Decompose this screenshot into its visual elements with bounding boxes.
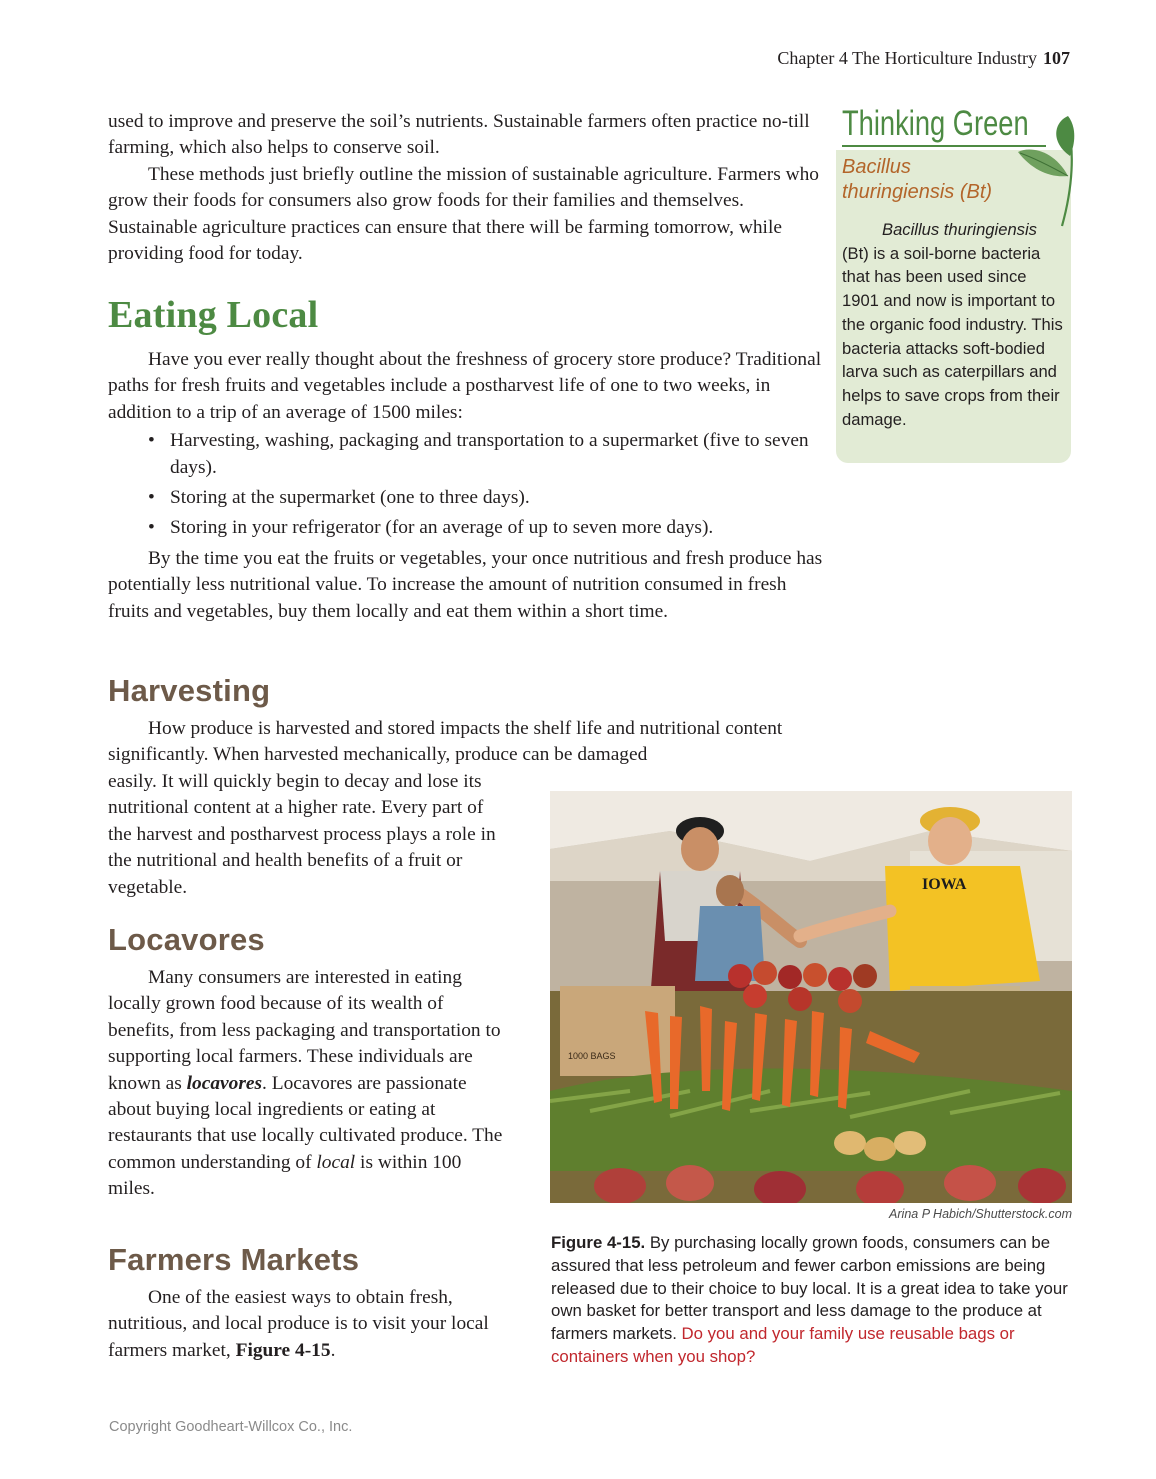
heading-eating-local: Eating Local: [108, 294, 319, 336]
intro-section: [108, 109, 824, 267]
sidebar-body: [842, 218, 1064, 431]
figure-question: Do you and your family use reusable bags or containers when you shop?: [551, 1324, 1015, 1366]
sidebar-lead-term: Bacillus thuringiensis: [882, 220, 1037, 239]
harvesting-section: [108, 716, 824, 769]
local-word: local: [316, 1151, 356, 1173]
locavores-text-3: is within 100 miles.: [108, 1151, 462, 1200]
list-item: • Storing at the supermarket (one to three days).: [108, 485, 824, 511]
eating-local-paragraph-2: By the time you eat the fruits or vegetables, your once nutritious and fresh produce has potentially less nutritional value. To increase the amount of nutrition consumed in fresh fruits and vegetables, buy them locally and eat them within a short time.: [108, 547, 823, 622]
heading-harvesting: Harvesting: [108, 673, 271, 708]
photo-credit: Arina P Habich/Shutterstock.com: [889, 1207, 1072, 1221]
sidebar-subtitle-line-1: Bacillus: [842, 156, 911, 178]
sidebar-subtitle-line-2: thuringiensis (Bt): [842, 181, 993, 203]
eating-local-paragraph-1: Have you ever really thought about the freshness of grocery store produce? Traditional paths for fresh fruits and vegetables include a postharvest life of one to two weeks, in addition to a trip of an average of 1500 miles:: [108, 349, 822, 423]
page-number: 107: [1043, 48, 1070, 68]
farmers-markets-end: .: [330, 1339, 336, 1361]
figure-caption: [551, 1232, 1075, 1369]
locavores-section: [108, 965, 508, 1203]
harvesting-section-narrow: [108, 769, 500, 901]
sidebar-subtitle: [842, 155, 992, 205]
locavores-text-1: Many consumers are interested in eating locally grown food because of its wealth of benefits, from less packaging and transportation to supporting local farmers. These individuals are known as: [108, 967, 501, 1094]
postharvest-list: [108, 428, 824, 542]
sidebar-body-text: (Bt) is a soil-borne bacteria that has been used since 1901 and now is important to the organic food industry. This bacteria attacks soft-bodied larva such as caterpillars and helps to save crops from their damage.: [842, 243, 1063, 429]
list-item: • Harvesting, washing, packaging and transportation to a supermarket (five to seven days).: [108, 428, 824, 481]
farmers-markets-text: One of the easiest ways to obtain fresh, nutritious, and local produce is to visit your local farmers market,: [108, 1287, 489, 1361]
heading-locavores: Locavores: [108, 922, 265, 957]
locavores-text-2: . Locavores are passionate about buying local ingredients or eating at restaurants that use locally cultivated produce. The common understanding of: [108, 1072, 503, 1173]
figure-caption-text: By purchasing locally grown foods, consumers can be assured that less petroleum and fewer carbon emissions are being released due to their choice to buy local. It is a great idea to take your own basket for better transport and less damage to the produce at farmers markets.: [551, 1233, 1068, 1344]
heading-farmers-markets: Farmers Markets: [108, 1242, 360, 1277]
farmers-markets-section: [108, 1285, 512, 1364]
eating-local-section: [108, 347, 824, 625]
leaf-icon: [1010, 110, 1080, 230]
list-item: • Storing in your refrigerator (for an average of up to seven more days).: [108, 515, 824, 541]
locavores-paragraph: [108, 965, 508, 1203]
farmers-markets-paragraph: [108, 1285, 512, 1364]
running-head: [777, 48, 1070, 69]
figure-label: Figure 4-15.: [551, 1233, 646, 1252]
harvesting-paragraph-wide: How produce is harvested and stored impacts the shelf life and nutritional content significantly. When harvested mechanically, produce can be damaged: [108, 718, 783, 766]
copyright-notice: Copyright Goodheart-Willcox Co., Inc.: [109, 1419, 353, 1435]
chapter-title: Chapter 4 The Horticulture Industry: [777, 48, 1037, 68]
figure-reference: Figure 4-15: [235, 1339, 331, 1361]
farmers-market-photo: [550, 791, 1072, 1203]
shirt-text: IOWA: [922, 876, 967, 893]
locavores-term: locavores: [186, 1072, 263, 1094]
harvesting-paragraph-narrow: easily. It will quickly begin to decay and lose its nutritional content at a higher rate. Every part of the harvest and postharvest process plays a role in the nutritional and health benefits of a fruit or vegetable.: [108, 771, 496, 898]
intro-paragraph-2: These methods just briefly outline the mission of sustainable agriculture. Farmers who grow their foods for consumers also grow foods for their families and themselves. Sustainable agriculture practices can ensure that there will be farming tomorrow, while providing food for today.: [108, 163, 819, 265]
box-label: 1000 BAGS: [568, 1051, 616, 1061]
market-scene: [550, 791, 1072, 1203]
intro-paragraph-1: used to improve and preserve the soil’s nutrients. Sustainable farmers often practice no-till farming, which also helps to conserve soil.: [108, 111, 810, 159]
thinking-green-title: Thinking Green: [842, 104, 1029, 143]
